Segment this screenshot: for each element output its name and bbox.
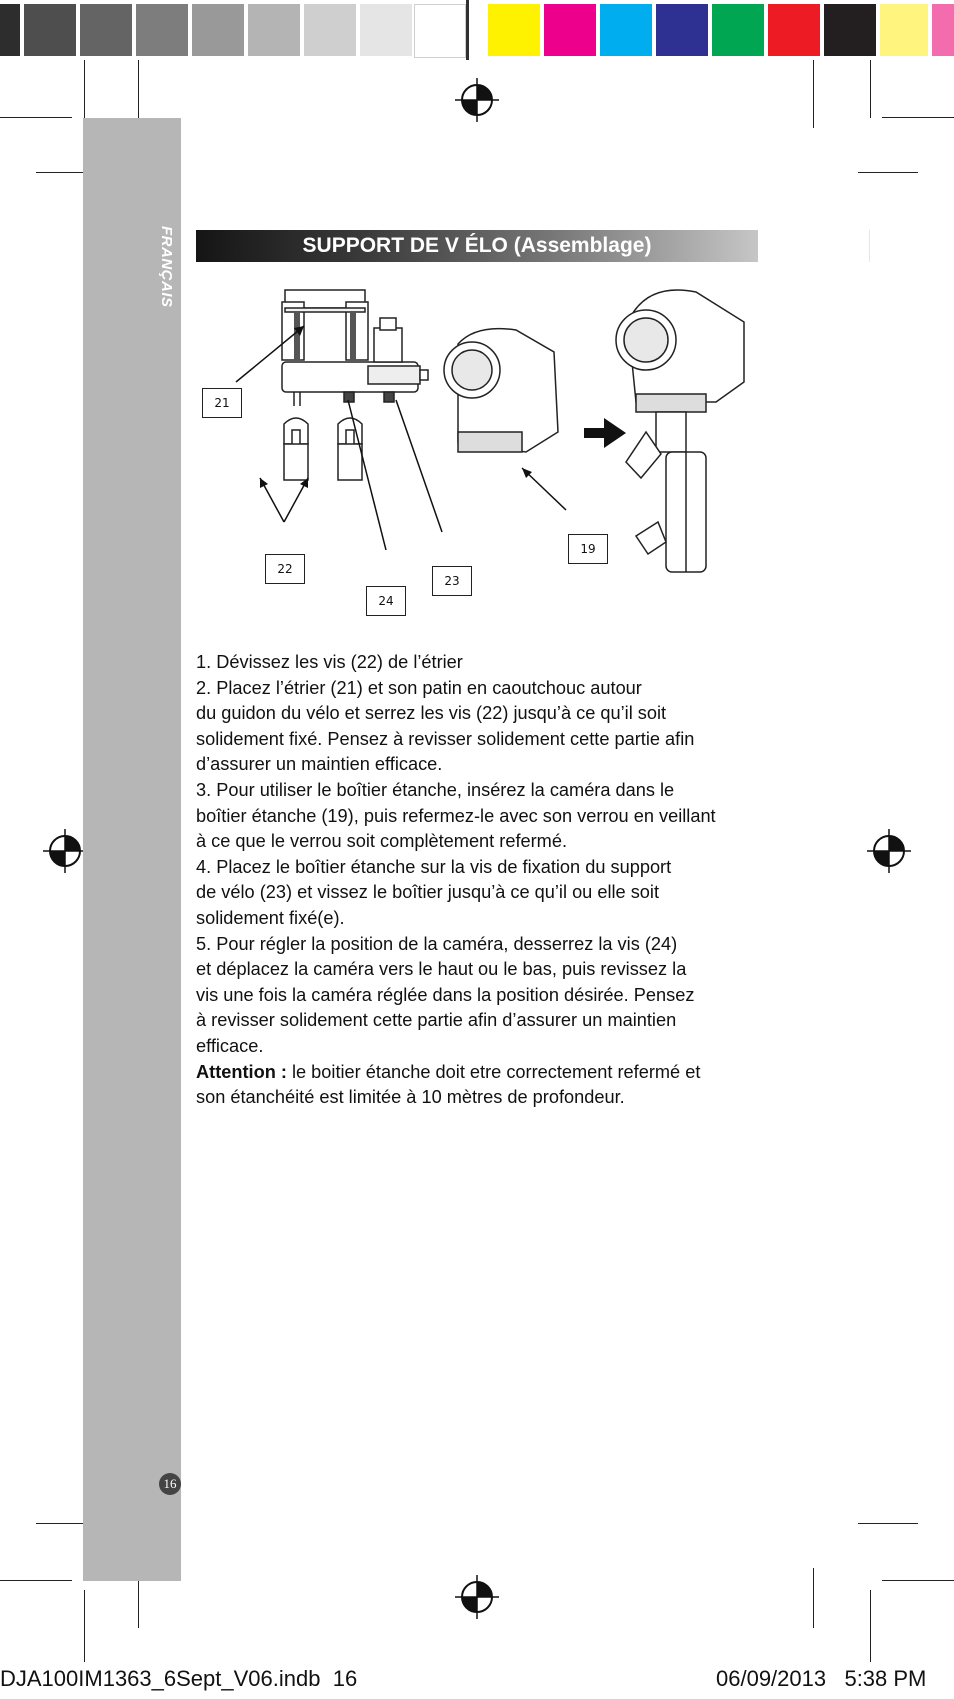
registration-mark-icon [867, 829, 911, 873]
swatch-5 [192, 4, 244, 56]
step-3-line: 3. Pour utiliser le boîtier étanche, insérez la caméra dans le [196, 779, 675, 800]
swatch-2 [24, 4, 76, 56]
swatch-10 [488, 4, 540, 56]
attention-text: le boitier étanche doit etre correctement refermé et [286, 1061, 701, 1082]
callout-23: 23 [432, 566, 472, 596]
page-title: SUPPORT DE V ÉLO (Assemblage) [302, 234, 652, 257]
assembled-mount [616, 290, 744, 572]
step-5-line: 5. Pour régler la position de la caméra, desserrez la vis (24) [196, 933, 678, 954]
step-3-line: boîtier étanche (19), puis refermez-le avec son verrou en veillant [196, 805, 716, 826]
swatch-9 [414, 4, 466, 58]
step-1: 1. Dévissez les vis (22) de l’étrier [196, 652, 463, 672]
handlebar-clamp [282, 290, 428, 406]
swatch-15 [768, 4, 820, 56]
section-title-bar [196, 230, 758, 262]
attention-note [196, 1060, 776, 1086]
page-number: 16 [159, 1473, 181, 1495]
language-label: FRANÇAIS [158, 226, 175, 308]
bar-separator [466, 0, 469, 60]
step-2-line: d’assurer un maintien efficace. [196, 754, 443, 775]
swatch-7 [304, 4, 356, 56]
step-2-line: du guidon du vélo et serrez les vis (22) jusqu’à ce qu’il soit [196, 703, 667, 724]
registration-mark-icon [455, 1575, 499, 1619]
slug-date: 06/09/2013 [716, 1666, 827, 1691]
color-calibration-bar [0, 0, 954, 60]
callout-21: 21 [202, 388, 242, 418]
slug-datetime [716, 1666, 926, 1692]
swatch-17 [880, 4, 928, 56]
step-5-line: à revisser solidement cette partie afin d’assurer un maintien [196, 1010, 677, 1031]
swatch-16 [824, 4, 876, 56]
step-5-line: et déplacez la caméra vers le haut ou le bas, puis revissez la [196, 959, 687, 980]
swatch-14 [712, 4, 764, 56]
swatch-18 [932, 4, 954, 56]
registration-mark-icon [43, 829, 87, 873]
swatch-11 [544, 4, 596, 56]
slug-page: 16 [332, 1666, 358, 1691]
step-5-line: vis une fois la caméra réglée dans la position désirée. Pensez [196, 984, 695, 1005]
swatch-1 [0, 4, 20, 56]
rubber-pads [284, 418, 362, 480]
callout-19: 19 [568, 534, 608, 564]
swatch-4 [136, 4, 188, 56]
instructions-text [196, 650, 776, 1111]
registration-mark-icon [455, 78, 499, 122]
step-4-line: 4. Placez le boîtier étanche sur la vis de fixation du support [196, 856, 672, 877]
swatch-6 [248, 4, 300, 56]
margin-guide [869, 230, 870, 262]
camera-housing [444, 329, 558, 452]
attention-note-line: son étanchéité est limitée à 10 mètres de profondeur. [196, 1087, 625, 1108]
slug-file [0, 1666, 357, 1692]
swatch-8 [360, 4, 412, 56]
swatch-3 [80, 4, 132, 56]
slug-filename: DJA100IM1363_6Sept_V06.indb [0, 1666, 321, 1691]
assembly-illustration [196, 282, 762, 622]
language-sidebar [83, 118, 181, 1581]
arrow-right-icon [584, 418, 626, 448]
step-5-line: efficace. [196, 1035, 264, 1056]
step-2-line: solidement fixé. Pensez à revisser solidement cette partie afin [196, 728, 695, 749]
swatch-13 [656, 4, 708, 56]
slug-time: 5:38 PM [844, 1666, 927, 1691]
swatch-12 [600, 4, 652, 56]
attention-label: Attention : [196, 1061, 287, 1082]
step-4-line: de vélo (23) et vissez le boîtier jusqu’à ce qu’il ou elle soit [196, 882, 660, 903]
step-2-line: 2. Placez l’étrier (21) et son patin en caoutchouc autour [196, 677, 642, 698]
step-4-line: solidement fixé(e). [196, 907, 345, 928]
step-3-line: à ce que le verrou soit complètement refermé. [196, 831, 567, 852]
callout-22: 22 [265, 554, 305, 584]
callout-24: 24 [366, 586, 406, 616]
